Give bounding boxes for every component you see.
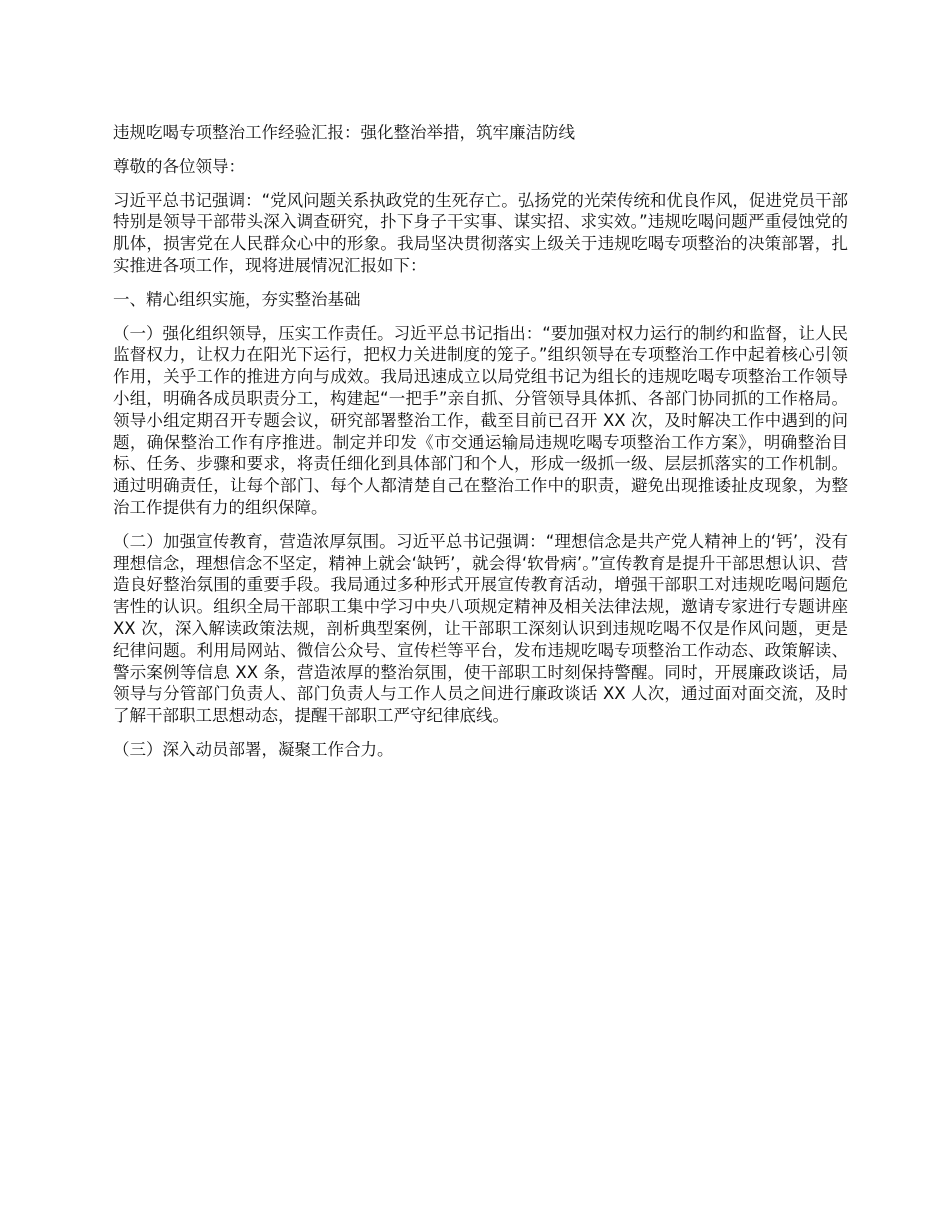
section-heading: 一、精心组织实施，夯实整治基础 — [113, 289, 361, 309]
paragraph-organization: （一）强化组织领导，压实工作责任。习近平总书记指出：“要加强对权力运行的制约和监督，让人民监督权力，让权力在阳光下运行，把权力关进制度的笼子。”组织领导在专项整治工作中起着核心引领作用，关乎工作的推进方向与成效。我局迅速成立以局党组书记为组长的违规吃喝专项整治工作领导小组，明确各成员职责分工，构建起“一把手”亲自抓、分管领导具体抓、各部门协同抓的工作格局。领导小组定期召开专题会议，研究部署整治工作，截至目前已召开 XX 次，及时解决工作中遇到的问题，确保整治工作有序推进。制定并印发《市交通运输局违规吃喝专项整治工作方案》，明确整治目标、任务、步骤和要求，将责任细化到具体部门和个人，形成一级抓一级、层层抓落实的工作机制。通过明确责任，让每个部门、每个人都清楚自己在整治工作中的职责，避免出现推诿扯皮现象，为整治工作提供有力的组织保障。 — [113, 323, 848, 517]
document-title: 违规吃喝专项整治工作经验汇报：强化整治举措，筑牢廉洁防线 — [113, 123, 575, 142]
paragraph-mobilization: （三）深入动员部署，凝聚工作合力。 — [113, 739, 394, 759]
document-page — [113, 122, 848, 773]
intro-paragraph: 习近平总书记强调：“党风问题关系执政党的生死存亡。弘扬党的光荣传统和优良作风，促进党员干部特别是领导干部带头深入调查研究，扑下身子干实事、谋实招、求实效。”违规吃喝问题严重侵蚀党的肌体，损害党在人民群众心中的形象。我局坚决贯彻落实上级关于违规吃喝专项整治的决策部署，扎实推进各项工作，现将进展情况汇报如下： — [113, 190, 848, 275]
paragraph-publicity: （二）加强宣传教育，营造浓厚氛围。习近平总书记强调：“理想信念是共产党人精神上的‘钙’，没有理想信念，理想信念不坚定，精神上就会‘缺钙’，就会得‘软骨病’。”宣传教育是提升干部思想认识、营造良好整治氛围的重要手段。我局通过多种形式开展宣传教育活动，增强干部职工对违规吃喝问题危害性的认识。组织全局干部职工集中学习中央八项规定精神及相关法律法规，邀请专家进行专题讲座 XX 次，深入解读政策法规，剖析典型案例，让干部职工深刻认识到违规吃喝不仅是作风问题，更是纪律问题。利用局网站、微信公众号、宣传栏等平台，发布违规吃喝专项整治工作动态、政策解读、警示案例等信息 XX 条，营造浓厚的整治氛围，使干部职工时刻保持警醒。同时，开展廉政谈话，局领导与分管部门负责人、部门负责人与工作人员之间进行廉政谈话 XX 人次，通过面对面交流，及时了解干部职工思想动态，提醒干部职工严守纪律底线。 — [113, 531, 848, 726]
salutation: 尊敬的各位领导： — [113, 156, 245, 176]
